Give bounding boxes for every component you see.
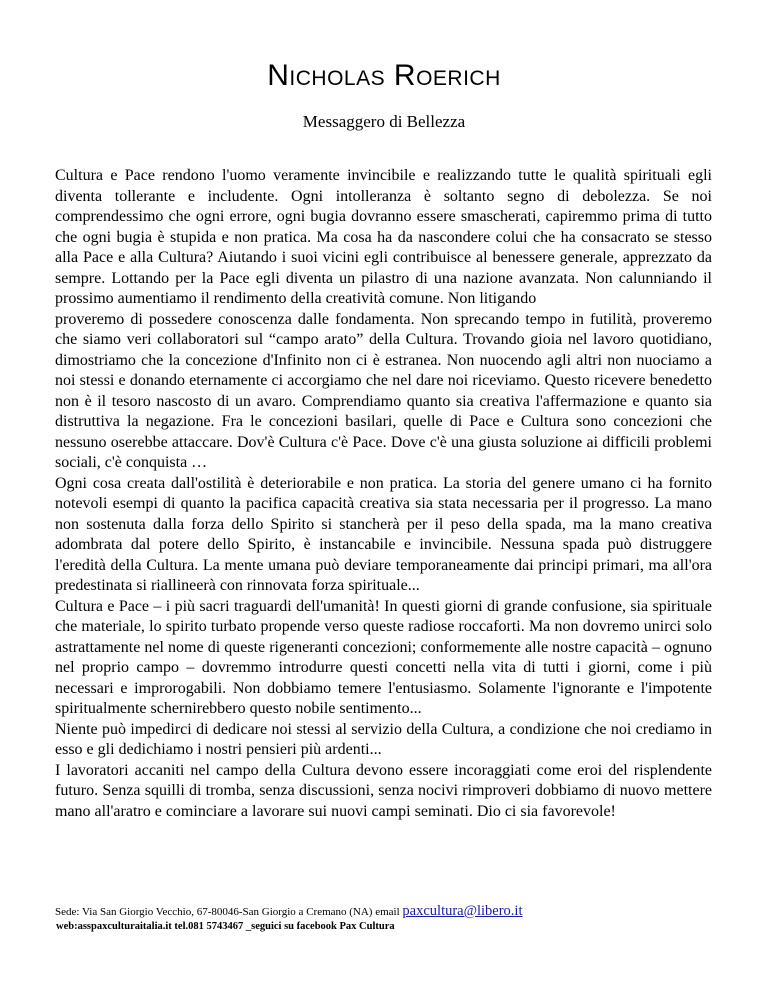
- paragraph: Cultura e Pace – i più sacri traguardi dell'umanità! In questi giorni di grande confusione, sia spirituale che materiale, lo spirito turbato propende verso queste radiose roccaforti. Ma non dovremo unirci solo astrattamente nel nome di queste rigeneranti concezioni; conformemente alle nostre capacità – ognuno nel proprio campo – dovremmo introdurre questi concetti nella vita di tutti i giorni, come i più necessari e improrogabili. Non dobbiamo temere l'entusiasmo. Solamente l'ignorante e l'impotente spiritualmente schernirebbero questo nobile sentimento...: [55, 597, 712, 717]
- paragraph: Niente può impedirci di dedicare noi stessi al servizio della Cultura, a condizione che noi crediamo in esso e gli dedichiamo i nostri pensieri più ardenti...: [55, 720, 712, 758]
- document-body: [55, 166, 712, 822]
- paragraph: I lavoratori accaniti nel campo della Cultura devono essere incoraggiati come eroi del risplendente futuro. Senza squilli di tromba, senza discussioni, senza nocivi rimproveri dobbiamo di nuovo mettere mano all'aratro e cominciare a lavorare sui nuovi campi seminati. Dio ci sia favorevole!: [55, 761, 712, 820]
- footer-address-line: [55, 903, 735, 920]
- page-title: Nicholas Roerich: [267, 59, 501, 92]
- page-subtitle: Messaggero di Bellezza: [302, 112, 466, 131]
- email-link[interactable]: paxcultura@libero.it: [402, 903, 523, 919]
- footer-address: Sede: Via San Giorgio Vecchio, 67-80046-San Giorgio a Cremano (NA) email: [55, 906, 403, 918]
- paragraph: proveremo di possedere conoscenza dalle fondamenta. Non sprecando tempo in futilità, proveremo che siamo veri collaboratori sul “campo arato” della Cultura. Trovando gioia nel lavoro quotidiano, dimostriamo che la concezione d'Infinito non ci è estranea. Non nuocendo agli altri non nuociamo a noi stessi e donando eternamente ci accorgiamo che nel dare noi riceviamo. Questo ricevere benedetto non è il tesoro nascosto di un avaro. Comprendiamo quanto sia creativa l'affermazione e quanto sia distruttiva la negazione. Fra le concezioni basilari, quelle di Pace e Cultura sono concezioni che nessuno oserebbe attaccare. Dov'è Cultura c'è Pace. Dove c'è una giusta soluzione ai difficili problemi sociali, c'è conquista …: [55, 310, 712, 471]
- paragraph: Ogni cosa creata dall'ostilità è deteriorabile e non pratica. La storia del genere umano ci ha fornito notevoli esempi di quanto la pacifica capacità creativa sia stata necessaria per il progresso. La mano non sostenuta dalla forza dello Spirito si stancherà per il peso della spada, ma la mano creativa adombrata dal potere dello Spirito, è instancabile e invincibile. Nessuna spada può distruggere l'eredità della Cultura. La mente umana può deviare temporaneamente dai principi primari, ma all'ora predestinata si riallineerà con rinnovata forza spirituale...: [55, 474, 712, 594]
- paragraph: Cultura e Pace rendono l'uomo veramente invincibile e realizzando tutte le qualità spirituali egli diventa tollerante e includente. Ogni intolleranza è soltanto segno di debolezza. Se noi comprendessimo che ogni errore, ogni bugia dovranno essere smascherati, capiremmo prima di tutto che ogni bugia è stupida e non pratica. Ma cosa ha da nascondere colui che ha consacrato se stesso alla Pace e alla Cultura? Aiutando i suoi vicini egli contribuisce al benessere generale, apprezzato da sempre. Lottando per la Pace egli diventa un pilastro di una nazione avanzata. Non calunniando il prossimo aumentiamo il rendimento della creatività comune. Non litigando: [55, 167, 712, 307]
- footer-contacts: web:asspaxculturaitalia.it tel.081 5743467 _seguici su facebook Pax Cultura: [56, 921, 395, 932]
